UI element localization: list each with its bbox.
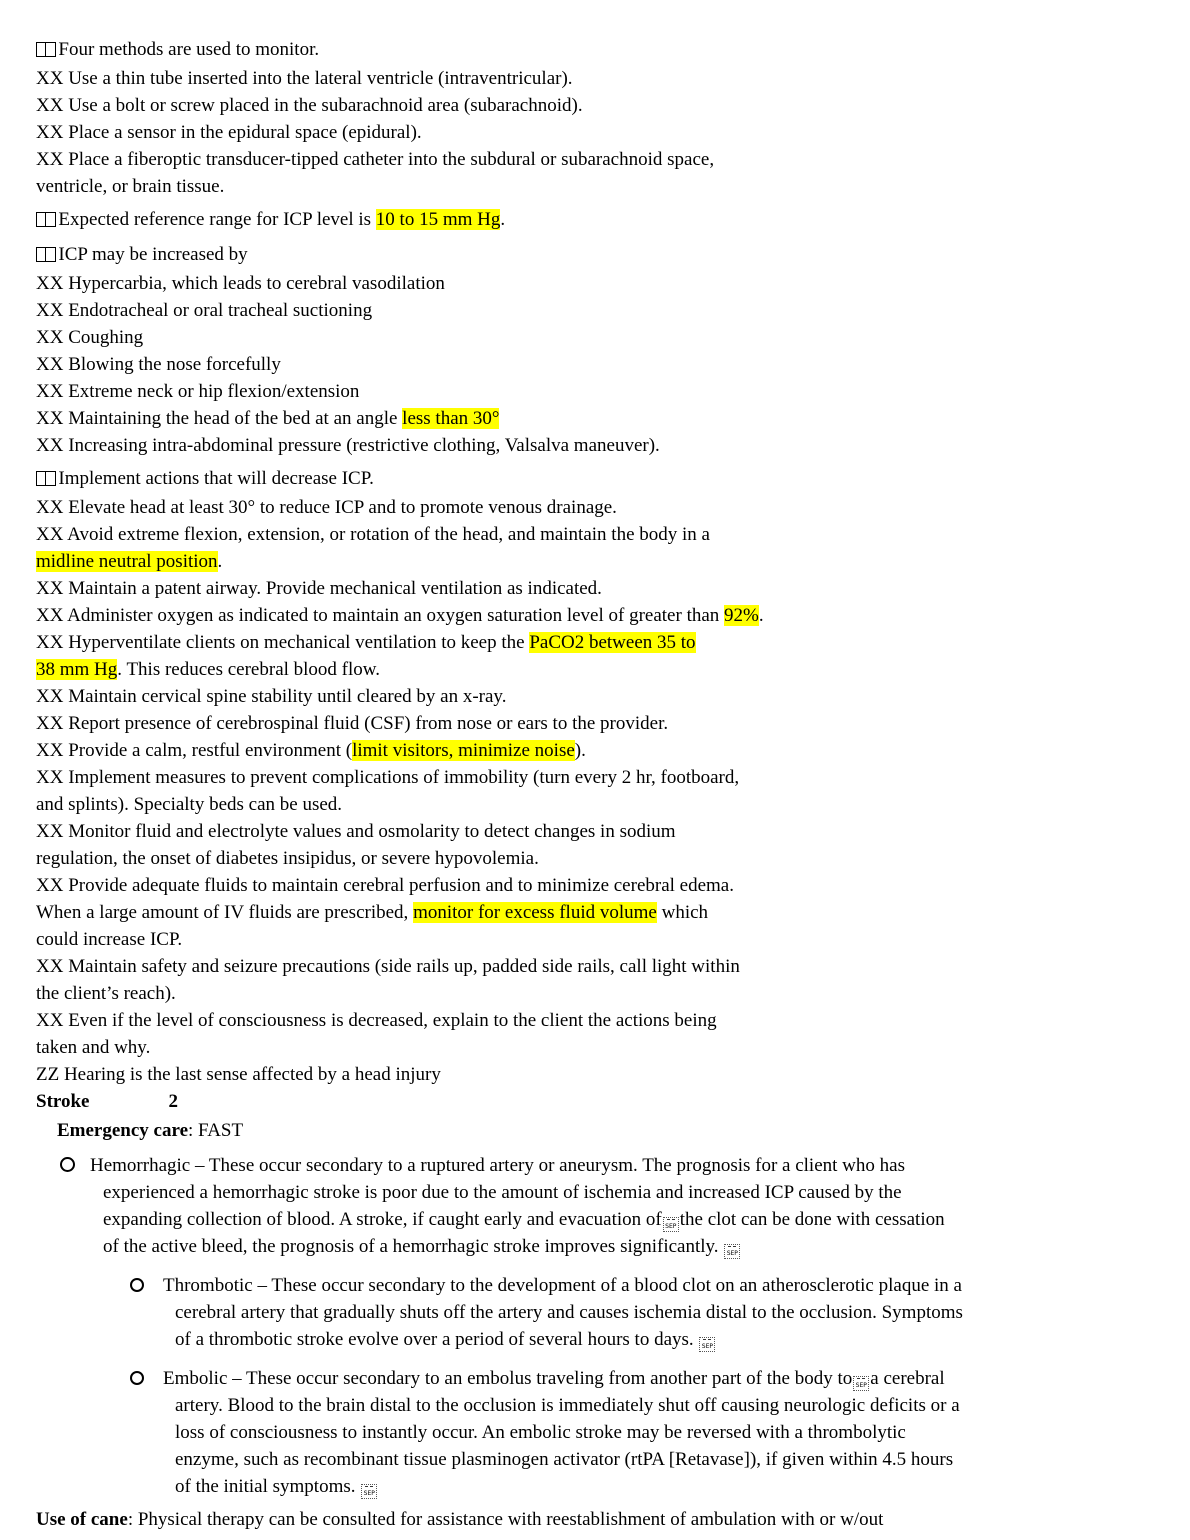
text-run: Expected reference range for ICP level is — [58, 209, 376, 230]
double-box-icon — [36, 38, 56, 65]
text-run: Four methods are used to monitor. — [58, 39, 320, 60]
circle-bullet-icon — [60, 1157, 75, 1172]
text-run: ). — [574, 740, 586, 761]
paragraph-xx — [36, 710, 1156, 737]
paragraph-xx — [36, 270, 1156, 297]
text-run: When a large amount of IV fluids are prescribed, — [36, 902, 414, 923]
sep-glyph-label: SEP — [726, 1250, 738, 1257]
text-run: XX Endotracheal or oral tracheal suctioning — [36, 300, 373, 321]
text-run: Stroke — [36, 1091, 90, 1112]
paragraph-xx — [36, 297, 1156, 324]
text-run: Thrombotic – These occur secondary to the development of a blood clot on an atherosclerotic plaque in a — [163, 1275, 962, 1296]
text-run: Embolic – These occur secondary to an embolus traveling from another part of the body to — [163, 1368, 853, 1389]
paragraph-bullet1 — [36, 1152, 1156, 1260]
sep-control-glyph-icon — [361, 1484, 377, 1499]
paragraph-xx — [36, 521, 1156, 575]
text-run: enzyme, such as recombinant tissue plasminogen activator (rtPA [Retavase]), if given within 4.5 hours — [175, 1449, 954, 1470]
sep-control-glyph-icon — [663, 1217, 679, 1232]
paragraph-xx — [36, 1061, 1156, 1088]
text-run: regulation, the onset of diabetes insipidus, or severe hypovolemia. — [36, 848, 539, 869]
paragraph-xx — [36, 432, 1156, 459]
highlighted-text: less than 30° — [402, 408, 500, 429]
text-run: Implement actions that will decrease ICP. — [58, 468, 374, 489]
text-run: could increase ICP. — [36, 929, 183, 950]
paragraph-xx — [36, 872, 1156, 953]
text-run: . — [758, 605, 764, 626]
text-run: and splints). Specialty beds can be used. — [36, 794, 343, 815]
text-run: XX Report presence of cerebrospinal fluid (CSF) from nose or ears to the provider. — [36, 713, 669, 734]
text-run: ventricle, or brain tissue. — [36, 176, 225, 197]
text-run: XX Maintain cervical spine stability until cleared by an x-ray. — [36, 686, 507, 707]
paragraph-xx — [36, 818, 1156, 872]
paragraph-xx — [36, 953, 1156, 1007]
sep-glyph-dashes — [365, 1486, 373, 1489]
text-run: loss of consciousness to instantly occur. An embolic stroke may be reversed with a thrombolytic — [175, 1422, 906, 1443]
text-run: cerebral artery that gradually shuts off the artery and causes ischemia distal to the occlusion. Symptoms — [175, 1302, 963, 1323]
paragraph-xx — [36, 324, 1156, 351]
text-run: Emergency care — [57, 1120, 189, 1141]
text-run: the clot can be done with cessation — [679, 1209, 945, 1230]
text-run: XX Extreme neck or hip flexion/extension — [36, 381, 360, 402]
text-run: XX Place a fiberoptic transducer-tipped catheter into the subdural or subarachnoid space, — [36, 149, 715, 170]
paragraph-bullet2 — [36, 1272, 1156, 1353]
paragraph-check — [36, 36, 1156, 65]
paragraph-check — [36, 241, 1156, 270]
sep-glyph-label: SEP — [665, 1223, 677, 1230]
text-run: which — [656, 902, 709, 923]
text-run: : FAST — [188, 1120, 244, 1141]
highlighted-text: limit visitors, minimize noise — [352, 740, 575, 761]
text-run: XX Place a sensor in the epidural space (epidural). — [36, 122, 422, 143]
text-run: experienced a hemorrhagic stroke is poor due to the amount of ischemia and increased ICP caused by the — [103, 1182, 902, 1203]
paragraph-xx — [36, 629, 1156, 683]
text-run: ZZ Hearing is the last sense affected by a head injury — [36, 1064, 441, 1085]
text-run: XX Increasing intra-abdominal pressure (restrictive clothing, Valsalva maneuver). — [36, 435, 660, 456]
paragraph-xx — [36, 146, 1156, 200]
paragraph-xx — [36, 683, 1156, 710]
sep-glyph-label: SEP — [363, 1490, 375, 1497]
text-run: XX Maintain safety and seizure precautions (side rails up, padded side rails, call light within — [36, 956, 740, 977]
sep-control-glyph-icon — [699, 1337, 715, 1352]
document-body — [36, 36, 1156, 1533]
text-run: of the initial symptoms. — [175, 1476, 361, 1497]
text-run: XX Use a thin tube inserted into the lateral ventricle (intraventricular). — [36, 68, 573, 89]
highlighted-text: PaCO2 between 35 to — [529, 632, 696, 653]
text-run: of a thrombotic stroke evolve over a period of several hours to days. — [175, 1329, 699, 1350]
text-run: . This reduces cerebral blood flow. — [117, 659, 381, 680]
text-run: XX Hypercarbia, which leads to cerebral vasodilation — [36, 273, 445, 294]
text-run: XX Administer oxygen as indicated to maintain an oxygen saturation level of greater than — [36, 605, 725, 626]
paragraph-xx — [36, 494, 1156, 521]
paragraph-heading — [36, 1088, 1156, 1115]
highlighted-text: 10 to 15 mm Hg — [375, 209, 501, 230]
double-box-icon — [36, 243, 56, 270]
text-run: 2 — [168, 1091, 178, 1112]
sep-control-glyph-icon — [724, 1244, 740, 1259]
text-run: a cerebral — [870, 1368, 945, 1389]
text-run: XX Monitor fluid and electrolyte values and osmolarity to detect changes in sodium — [36, 821, 676, 842]
text-run: XX Provide adequate fluids to maintain cerebral perfusion and to minimize cerebral edema. — [36, 875, 734, 896]
sep-control-glyph-icon — [853, 1376, 869, 1391]
text-run: XX Maintain a patent airway. Provide mechanical ventilation as indicated. — [36, 578, 602, 599]
double-box-icon — [36, 208, 56, 235]
text-run: ICP may be increased by — [58, 244, 248, 265]
text-run: XX Even if the level of consciousness is decreased, explain to the client the actions being — [36, 1010, 717, 1031]
sep-glyph-dashes — [728, 1246, 736, 1249]
paragraph-xx — [36, 65, 1156, 92]
text-run: expanding collection of blood. A stroke, if caught early and evacuation of — [103, 1209, 662, 1230]
text-run: taken and why. — [36, 1037, 151, 1058]
text-run: Hemorrhagic – These occur secondary to a ruptured artery or aneurysm. The prognosis for a client who has — [90, 1155, 905, 1176]
paragraph-xx — [36, 737, 1156, 764]
highlighted-text: monitor for excess fluid volume — [413, 902, 657, 923]
text-run: Use of cane — [36, 1509, 128, 1530]
text-run: XX Maintaining the head of the bed at an angle — [36, 408, 403, 429]
paragraph-xx — [36, 602, 1156, 629]
text-run: the client’s reach). — [36, 983, 176, 1004]
paragraph-xx — [36, 575, 1156, 602]
circle-bullet-icon — [130, 1278, 144, 1292]
text-run: XX Hyperventilate clients on mechanical ventilation to keep the — [36, 632, 530, 653]
highlighted-text: midline neutral position — [36, 551, 218, 572]
text-run: XX Elevate head at least 30° to reduce ICP and to promote venous drainage. — [36, 497, 617, 518]
paragraph-xx — [36, 1007, 1156, 1061]
text-run: XX Provide a calm, restful environment ( — [36, 740, 353, 761]
text-run: . — [500, 209, 506, 230]
sep-glyph-dashes — [667, 1219, 675, 1222]
sep-glyph-dashes — [857, 1378, 865, 1381]
paragraph-sub — [36, 1117, 1156, 1144]
paragraph-plain — [36, 1506, 1156, 1533]
highlighted-text: 38 mm Hg — [36, 659, 118, 680]
highlighted-text: 92% — [724, 605, 759, 626]
text-run: XX Blowing the nose forcefully — [36, 354, 281, 375]
paragraph-bullet2 — [36, 1365, 1156, 1500]
text-run: XX Use a bolt or screw placed in the subarachnoid area (subarachnoid). — [36, 95, 583, 116]
sep-glyph-dashes — [703, 1339, 711, 1342]
paragraph-check — [36, 206, 1156, 235]
paragraph-xx — [36, 378, 1156, 405]
text-run: XX Coughing — [36, 327, 144, 348]
sep-glyph-label: SEP — [855, 1382, 867, 1389]
text-run: XX Implement measures to prevent complications of immobility (turn every 2 hr, footboard, — [36, 767, 740, 788]
paragraph-check — [36, 465, 1156, 494]
circle-bullet-icon — [130, 1371, 144, 1385]
text-run: : Physical therapy can be consulted for assistance with reestablishment of ambulation with or w/out — [127, 1509, 884, 1530]
text-run: artery. Blood to the brain distal to the occlusion is immediately shut off causing neurologic deficits or a — [175, 1395, 960, 1416]
paragraph-xx — [36, 764, 1156, 818]
text-run: XX Avoid extreme flexion, extension, or rotation of the head, and maintain the body in a — [36, 524, 710, 545]
paragraph-xx — [36, 405, 1156, 432]
paragraph-xx — [36, 119, 1156, 146]
double-box-icon — [36, 467, 56, 494]
paragraph-xx — [36, 351, 1156, 378]
text-run: of the active bleed, the prognosis of a hemorrhagic stroke improves significantly. — [103, 1236, 724, 1257]
paragraph-xx — [36, 92, 1156, 119]
sep-glyph-label: SEP — [701, 1343, 714, 1350]
text-run: . — [217, 551, 223, 572]
